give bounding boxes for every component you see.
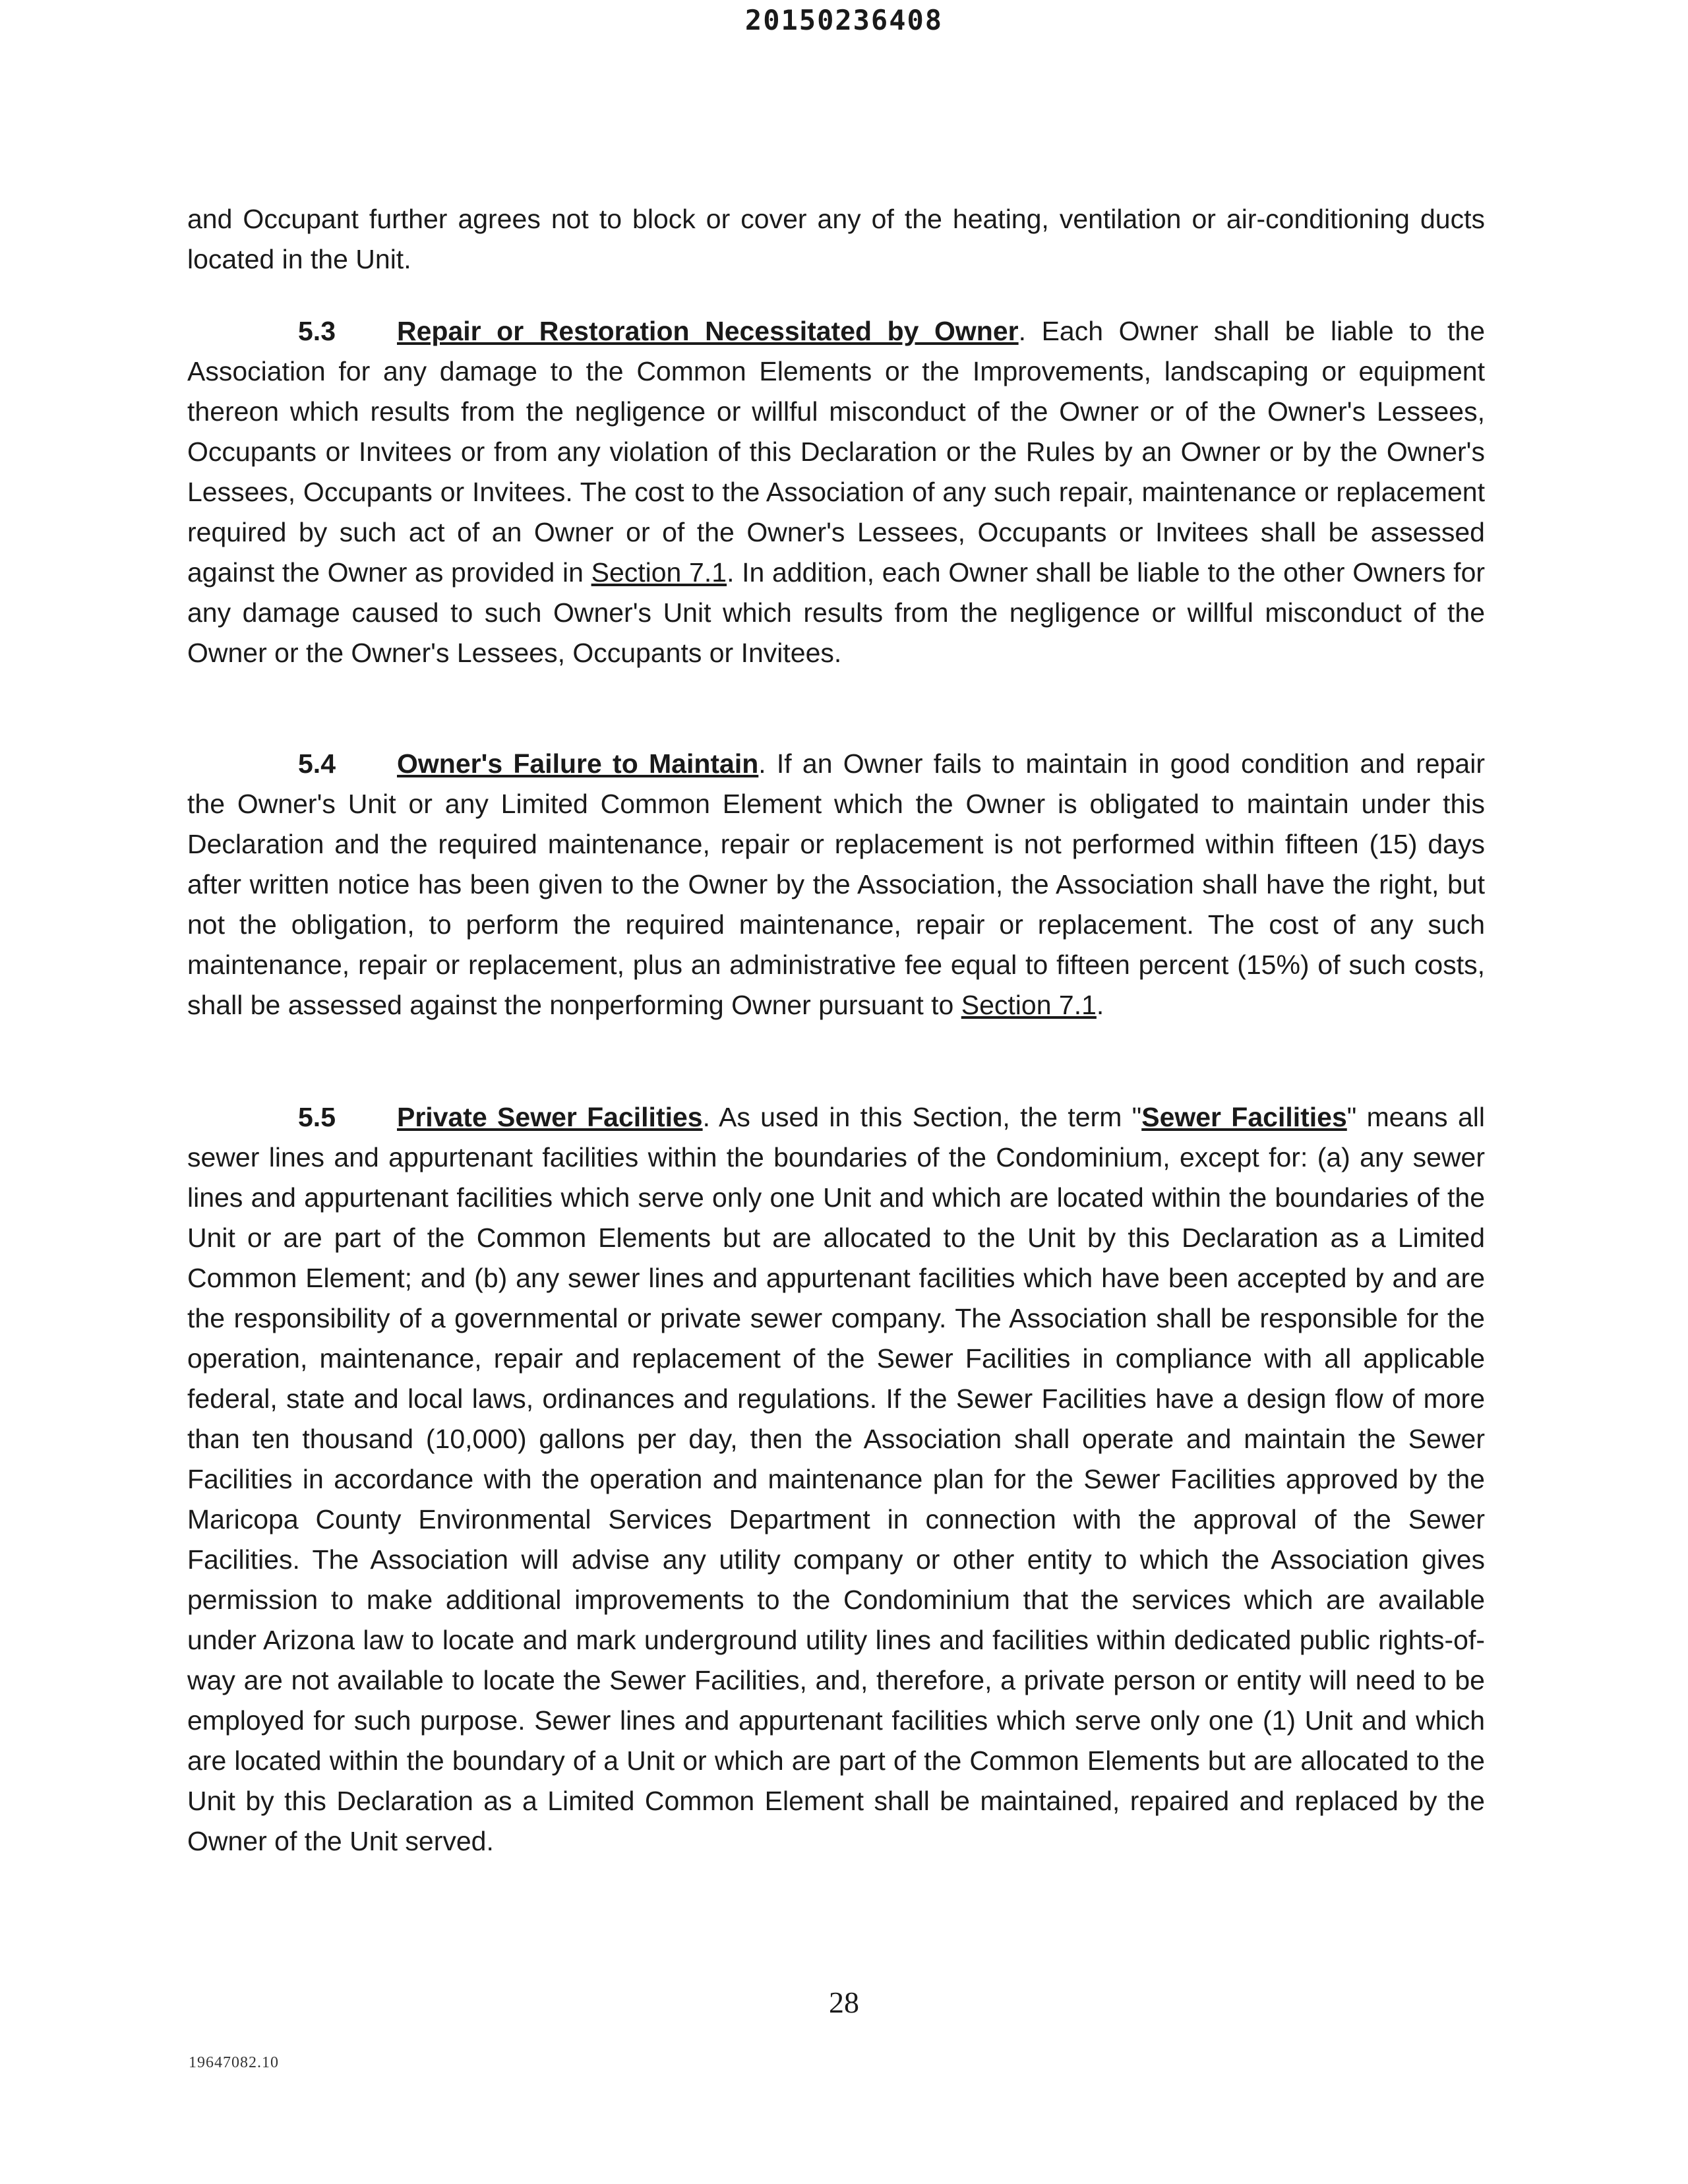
section-5-4-text-a: . If an Owner fails to maintain in good condition and repair the Owner's Unit or any Limited Common Element which the Owner is obligated to maintain under this Declaration and the required maintenance, repair or replacement is not performed within fifteen (15) days after written notice has been given to the Owner by the Association, the Association shall have the right, but not the obligation, to perform the required maintenance, repair or replacement. The cost of any such maintenance, repair or replacement, plus an administrative fee equal to fifteen percent (15%) of such costs, shall be assessed against the nonperforming Owner pursuant to — [187, 748, 1485, 1020]
section-5-4 — [187, 744, 1485, 1025]
section-5-3 — [187, 311, 1485, 673]
file-reference: 19647082.10 — [189, 2054, 279, 2071]
section-5-5-text-a: . As used in this Section, the term " — [702, 1102, 1142, 1132]
section-5-3-number: 5.3 — [298, 316, 336, 346]
section-5-3-paragraph — [187, 311, 1485, 673]
section-5-5 — [187, 1097, 1485, 1862]
section-5-4-number: 5.4 — [298, 748, 336, 779]
section-5-3-title: Repair or Restoration Necessitated by Owner — [397, 316, 1019, 346]
section-5-5-title: Private Sewer Facilities — [397, 1102, 703, 1132]
section-5-4-paragraph — [187, 744, 1485, 1025]
section-5-3-reference: Section 7.1 — [591, 557, 727, 588]
section-5-4-reference: Section 7.1 — [961, 990, 1097, 1020]
section-5-5-paragraph — [187, 1097, 1485, 1862]
section-5-4-text-b: . — [1096, 990, 1104, 1020]
section-5-5-number: 5.5 — [298, 1102, 336, 1132]
intro-paragraph — [187, 199, 1485, 280]
section-5-5-text-b: " means all sewer lines and appurtenant facilities within the boundaries of the Condominium, except for: (a) any sewer lines and appurtenant facilities which serve only one Unit and which are located within the boundaries of the Unit or are part of the Common Elements but are allocated to the Unit by this Declaration as a Limited Common Element; and (b) any sewer lines and appurtenant facilities which have been accepted by and are the responsibility of a governmental or private sewer company. The Association shall be responsible for the operation, maintenance, repair and replacement of the Sewer Facilities in compliance with all applicable federal, state and local laws, ordinances and regulations. If the Sewer Facilities have a design flow of more than ten thousand (10,000) gallons per day, then the Association shall operate and maintain the Sewer Facilities in accordance with the operation and maintenance plan for the Sewer Facilities approved by the Maricopa County Environmental Services Department in connection with the approval of the Sewer Facilities. The Association will advise any utility company or other entity to which the Association gives permission to make additional improvements to the Condominium that the services which are available under Arizona law to locate and mark underground utility lines and facilities within dedicated public rights-of-way are not available to locate the Sewer Facilities, and, therefore, a private person or entity will need to be employed for such purpose. Sewer lines and appurtenant facilities which serve only one (1) Unit and which are located within the boundary of a Unit or which are part of the Common Elements but are allocated to the Unit by this Declaration as a Limited Common Element shall be maintained, repaired and replaced by the Owner of the Unit served. — [187, 1102, 1485, 1856]
section-5-3-text-b: . In addition, each Owner shall be liable to the other Owners for any damage caused to such Owner's Unit which results from the negligence or willful misconduct of the Owner or the Owner's Lessees, Occupants or Invitees. — [187, 557, 1486, 668]
section-5-5-defined-term: Sewer Facilities — [1141, 1102, 1347, 1132]
document-number: 20150236408 — [744, 4, 944, 36]
page-number: 28 — [829, 1986, 859, 2019]
section-5-4-title: Owner's Failure to Maintain — [397, 748, 759, 779]
section-5-3-text-a: . Each Owner shall be liable to the Association for any damage to the Common Elements or the Improvements, landscaping or equipment thereon which results from the negligence or willful misconduct of the Owner or of the Owner's Lessees, Occupants or Invitees or from any violation of this Declaration or the Rules by an Owner or by the Owner's Lessees, Occupants or Invitees. The cost to the Association of any such repair, maintenance or replacement required by such act of an Owner or of the Owner's Lessees, Occupants or Invitees shall be assessed against the Owner as provided in — [187, 316, 1486, 588]
intro-text: and Occupant further agrees not to block or cover any of the heating, ventilation or air-conditioning ducts located in the Unit. — [187, 204, 1485, 274]
